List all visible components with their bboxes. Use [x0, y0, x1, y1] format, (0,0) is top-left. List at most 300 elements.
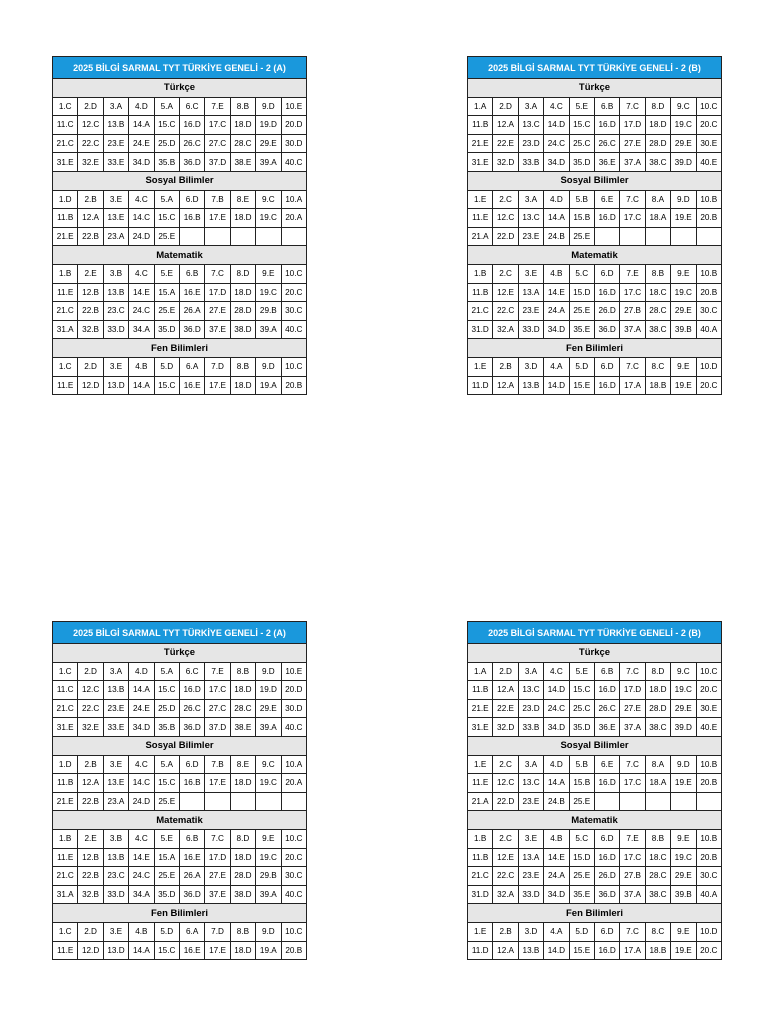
- answer-row: [468, 867, 722, 886]
- answer-row: [468, 264, 722, 283]
- answer-cell: 34.A: [129, 885, 154, 904]
- answer-cell: 10.E: [281, 662, 306, 681]
- answer-cell: 7.C: [620, 662, 645, 681]
- answer-cell: 12.A: [78, 209, 103, 228]
- answer-cell: 12.C: [493, 774, 518, 793]
- answer-cell: 6.B: [594, 662, 619, 681]
- answer-cell: 23.E: [518, 302, 543, 321]
- answer-cell: 13.E: [103, 774, 128, 793]
- answer-cell: 18.D: [230, 848, 255, 867]
- answer-cell: 6.C: [179, 662, 204, 681]
- answer-cell: 2.E: [78, 829, 103, 848]
- answer-cell: 21.C: [53, 302, 78, 321]
- answer-cell: 40.C: [281, 718, 306, 737]
- answer-cell: 7.C: [205, 264, 230, 283]
- answer-cell: 24.A: [544, 302, 569, 321]
- answer-cell: 7.D: [205, 357, 230, 376]
- answer-cell: 18.B: [645, 941, 670, 960]
- answer-cell: 5.A: [154, 97, 179, 116]
- answer-cell: 10.E: [281, 97, 306, 116]
- answer-cell: [205, 792, 230, 811]
- answer-cell: 20.B: [696, 209, 721, 228]
- answer-cell: 12.A: [493, 376, 518, 395]
- answer-row: [53, 848, 307, 867]
- answer-cell: 24.C: [129, 302, 154, 321]
- answer-cell: 27.C: [205, 134, 230, 153]
- answer-cell: 13.C: [518, 116, 543, 135]
- answer-cell: 6.E: [594, 755, 619, 774]
- answer-cell: 24.C: [129, 867, 154, 886]
- section-header: Türkçe: [468, 79, 722, 98]
- answer-cell: 34.D: [544, 153, 569, 172]
- answer-cell: [671, 227, 696, 246]
- answer-key-table: [52, 56, 307, 395]
- answer-cell: 15.C: [154, 681, 179, 700]
- answer-cell: 37.E: [205, 320, 230, 339]
- answer-cell: 31.D: [468, 885, 493, 904]
- answer-cell: 4.B: [129, 357, 154, 376]
- answer-cell: 34.D: [544, 885, 569, 904]
- answer-cell: 30.C: [281, 302, 306, 321]
- answer-cell: 15.B: [569, 209, 594, 228]
- answer-cell: 22.B: [78, 792, 103, 811]
- answer-cell: 1.A: [468, 97, 493, 116]
- answer-cell: 11.E: [53, 848, 78, 867]
- answer-cell: 1.B: [468, 264, 493, 283]
- answer-cell: 14.E: [129, 848, 154, 867]
- answer-cell: 21.C: [468, 867, 493, 886]
- answer-cell: 39.B: [671, 320, 696, 339]
- answer-cell: 12.B: [78, 283, 103, 302]
- answer-cell: 14.A: [544, 774, 569, 793]
- answer-cell: 13.C: [518, 209, 543, 228]
- answer-cell: 26.A: [179, 302, 204, 321]
- answer-cell: 36.D: [179, 885, 204, 904]
- section-header: Sosyal Bilimler: [53, 171, 307, 190]
- answer-row: [468, 792, 722, 811]
- answer-cell: 35.D: [569, 153, 594, 172]
- answer-cell: 21.C: [468, 302, 493, 321]
- answer-cell: 22.E: [493, 134, 518, 153]
- answer-cell: 34.D: [129, 153, 154, 172]
- answer-cell: 38.C: [645, 885, 670, 904]
- answer-cell: 18.D: [230, 116, 255, 135]
- answer-row: [53, 941, 307, 960]
- answer-cell: 17.C: [620, 774, 645, 793]
- answer-cell: 14.A: [544, 209, 569, 228]
- answer-cell: 22.B: [78, 227, 103, 246]
- answer-cell: 20.C: [281, 283, 306, 302]
- answer-cell: 35.E: [569, 320, 594, 339]
- answer-cell: 35.B: [154, 718, 179, 737]
- answer-cell: 23.E: [518, 867, 543, 886]
- answer-cell: 2.C: [493, 755, 518, 774]
- answer-cell: 40.C: [281, 885, 306, 904]
- answer-row: [468, 134, 722, 153]
- answer-key-table: [52, 621, 307, 960]
- answer-row: [468, 681, 722, 700]
- answer-cell: 2.D: [493, 97, 518, 116]
- answer-cell: 5.B: [569, 190, 594, 209]
- answer-cell: 15.B: [569, 774, 594, 793]
- section-header: Türkçe: [53, 644, 307, 663]
- answer-cell: 19.C: [256, 283, 281, 302]
- answer-cell: 8.C: [645, 357, 670, 376]
- section-header: Sosyal Bilimler: [468, 171, 722, 190]
- answer-cell: 20.C: [696, 941, 721, 960]
- answer-cell: 33.D: [518, 320, 543, 339]
- answer-cell: 1.E: [468, 357, 493, 376]
- answer-cell: [645, 792, 670, 811]
- answer-key-b-bottom: [467, 621, 722, 960]
- answer-cell: 39.D: [671, 153, 696, 172]
- answer-cell: 18.D: [230, 941, 255, 960]
- answer-cell: 15.E: [569, 376, 594, 395]
- answer-cell: 10.B: [696, 829, 721, 848]
- answer-cell: 11.B: [53, 209, 78, 228]
- answer-cell: 10.C: [281, 264, 306, 283]
- answer-row: [53, 867, 307, 886]
- answer-cell: 14.E: [129, 283, 154, 302]
- answer-cell: 29.B: [256, 867, 281, 886]
- answer-cell: 6.B: [594, 97, 619, 116]
- answer-cell: 10.B: [696, 190, 721, 209]
- answer-cell: 31.D: [468, 320, 493, 339]
- answer-cell: 36.D: [179, 718, 204, 737]
- answer-cell: 6.D: [594, 922, 619, 941]
- answer-cell: 8.A: [645, 755, 670, 774]
- answer-cell: 2.C: [493, 190, 518, 209]
- answer-cell: 4.C: [129, 264, 154, 283]
- answer-cell: 17.D: [205, 848, 230, 867]
- answer-cell: 4.D: [544, 190, 569, 209]
- answer-cell: 8.B: [645, 264, 670, 283]
- answer-cell: 14.D: [544, 116, 569, 135]
- answer-cell: [594, 792, 619, 811]
- answer-row: [53, 718, 307, 737]
- answer-cell: 7.C: [205, 829, 230, 848]
- answer-cell: 11.E: [468, 209, 493, 228]
- answer-cell: 40.A: [696, 320, 721, 339]
- answer-cell: 6.E: [594, 190, 619, 209]
- answer-cell: 11.B: [468, 116, 493, 135]
- answer-cell: 28.D: [230, 867, 255, 886]
- answer-cell: 36.D: [179, 320, 204, 339]
- answer-cell: 3.B: [103, 829, 128, 848]
- answer-row: [468, 153, 722, 172]
- answer-cell: 36.D: [594, 320, 619, 339]
- answer-cell: 11.E: [53, 376, 78, 395]
- answer-cell: 17.C: [205, 116, 230, 135]
- answer-cell: 7.C: [620, 755, 645, 774]
- answer-cell: 13.A: [518, 283, 543, 302]
- answer-cell: 30.C: [281, 867, 306, 886]
- answer-cell: 11.B: [468, 681, 493, 700]
- answer-cell: 16.D: [594, 209, 619, 228]
- answer-cell: 33.D: [518, 885, 543, 904]
- answer-row: [468, 885, 722, 904]
- answer-cell: 37.A: [620, 320, 645, 339]
- answer-row: [53, 792, 307, 811]
- answer-cell: 25.E: [569, 867, 594, 886]
- answer-cell: 29.E: [671, 134, 696, 153]
- answer-cell: 1.C: [53, 662, 78, 681]
- answer-cell: 36.E: [594, 153, 619, 172]
- answer-cell: 13.B: [103, 848, 128, 867]
- answer-cell: 31.E: [53, 718, 78, 737]
- key-title: 2025 BİLGİ SARMAL TYT TÜRKİYE GENELİ - 2 (B): [468, 622, 722, 644]
- answer-cell: 38.D: [230, 885, 255, 904]
- answer-cell: 21.C: [53, 867, 78, 886]
- answer-cell: 36.D: [179, 153, 204, 172]
- section-header: Sosyal Bilimler: [53, 736, 307, 755]
- answer-cell: 25.D: [154, 134, 179, 153]
- answer-cell: 28.D: [230, 302, 255, 321]
- answer-cell: 18.D: [230, 681, 255, 700]
- answer-cell: 39.A: [256, 153, 281, 172]
- answer-cell: 5.D: [154, 922, 179, 941]
- answer-cell: 28.D: [645, 699, 670, 718]
- answer-cell: 7.E: [620, 829, 645, 848]
- answer-cell: 18.D: [645, 681, 670, 700]
- answer-cell: [256, 792, 281, 811]
- answer-cell: 15.D: [569, 283, 594, 302]
- answer-row: [468, 922, 722, 941]
- answer-cell: 8.D: [645, 662, 670, 681]
- answer-cell: 25.E: [154, 227, 179, 246]
- answer-cell: 22.B: [78, 302, 103, 321]
- answer-cell: 22.C: [493, 867, 518, 886]
- answer-cell: 20.B: [696, 283, 721, 302]
- answer-cell: 4.C: [544, 97, 569, 116]
- answer-cell: 27.E: [620, 699, 645, 718]
- answer-cell: 7.E: [205, 97, 230, 116]
- answer-cell: 38.E: [230, 153, 255, 172]
- answer-cell: 38.C: [645, 320, 670, 339]
- answer-cell: 25.E: [569, 792, 594, 811]
- answer-cell: 17.A: [620, 941, 645, 960]
- answer-row: [53, 681, 307, 700]
- answer-cell: 12.A: [78, 774, 103, 793]
- answer-cell: 5.E: [569, 662, 594, 681]
- answer-cell: 29.B: [256, 302, 281, 321]
- answer-cell: 2.B: [78, 755, 103, 774]
- answer-row: [53, 320, 307, 339]
- answer-cell: 3.D: [518, 922, 543, 941]
- answer-cell: 9.C: [671, 662, 696, 681]
- answer-cell: 7.E: [620, 264, 645, 283]
- answer-cell: [620, 227, 645, 246]
- answer-cell: 16.D: [594, 116, 619, 135]
- answer-cell: 13.E: [103, 209, 128, 228]
- answer-cell: 16.E: [179, 376, 204, 395]
- answer-cell: 25.E: [569, 302, 594, 321]
- answer-cell: 25.C: [569, 134, 594, 153]
- answer-cell: 19.C: [671, 116, 696, 135]
- answer-cell: 4.A: [544, 357, 569, 376]
- answer-cell: 11.C: [53, 116, 78, 135]
- answer-cell: 14.E: [544, 283, 569, 302]
- answer-cell: 20.D: [281, 116, 306, 135]
- answer-cell: 14.A: [129, 681, 154, 700]
- answer-cell: 21.C: [53, 134, 78, 153]
- answer-cell: 23.E: [518, 792, 543, 811]
- answer-key-table: [467, 621, 722, 960]
- answer-cell: 18.D: [230, 283, 255, 302]
- answer-cell: 34.D: [544, 320, 569, 339]
- answer-cell: 13.B: [518, 376, 543, 395]
- answer-cell: 12.C: [493, 209, 518, 228]
- answer-cell: 12.D: [78, 941, 103, 960]
- answer-cell: 19.A: [256, 941, 281, 960]
- answer-cell: 14.C: [129, 774, 154, 793]
- answer-cell: 34.D: [129, 718, 154, 737]
- answer-cell: 14.C: [129, 209, 154, 228]
- answer-cell: 19.E: [671, 774, 696, 793]
- answer-cell: 32.A: [493, 320, 518, 339]
- answer-cell: 1.B: [53, 264, 78, 283]
- answer-cell: 19.C: [256, 209, 281, 228]
- answer-cell: 40.E: [696, 153, 721, 172]
- answer-cell: 33.D: [103, 885, 128, 904]
- answer-cell: 26.D: [594, 302, 619, 321]
- answer-cell: 20.B: [281, 376, 306, 395]
- answer-row: [53, 134, 307, 153]
- answer-cell: 17.A: [620, 376, 645, 395]
- answer-cell: [594, 227, 619, 246]
- answer-row: [53, 283, 307, 302]
- answer-cell: 10.B: [696, 755, 721, 774]
- answer-cell: 8.C: [645, 922, 670, 941]
- answer-cell: 24.A: [544, 867, 569, 886]
- answer-cell: 8.A: [645, 190, 670, 209]
- answer-cell: 14.E: [544, 848, 569, 867]
- answer-cell: 24.C: [544, 134, 569, 153]
- answer-cell: 13.B: [518, 941, 543, 960]
- answer-cell: 30.D: [281, 134, 306, 153]
- answer-cell: 15.C: [154, 376, 179, 395]
- answer-cell: 4.D: [129, 97, 154, 116]
- answer-cell: 31.A: [53, 320, 78, 339]
- answer-cell: 19.E: [671, 209, 696, 228]
- answer-cell: 20.C: [696, 681, 721, 700]
- answer-cell: 19.C: [256, 774, 281, 793]
- answer-cell: 1.E: [468, 755, 493, 774]
- answer-row: [468, 190, 722, 209]
- answer-cell: 36.E: [594, 718, 619, 737]
- answer-cell: 25.E: [154, 302, 179, 321]
- answer-cell: 12.E: [493, 283, 518, 302]
- section-header: Sosyal Bilimler: [468, 736, 722, 755]
- answer-cell: 24.E: [129, 699, 154, 718]
- answer-cell: 16.D: [594, 283, 619, 302]
- answer-cell: 7.B: [205, 190, 230, 209]
- answer-cell: 7.B: [205, 755, 230, 774]
- answer-cell: 28.D: [645, 134, 670, 153]
- answer-row: [468, 302, 722, 321]
- answer-cell: 20.C: [696, 376, 721, 395]
- answer-cell: 9.E: [671, 829, 696, 848]
- answer-cell: 23.A: [103, 792, 128, 811]
- answer-row: [468, 941, 722, 960]
- answer-cell: 8.B: [645, 829, 670, 848]
- answer-cell: 9.C: [256, 755, 281, 774]
- answer-cell: 33.B: [518, 153, 543, 172]
- answer-key-table: [467, 56, 722, 395]
- answer-cell: [671, 792, 696, 811]
- answer-cell: 24.D: [129, 227, 154, 246]
- answer-row: [53, 774, 307, 793]
- answer-cell: 8.B: [230, 662, 255, 681]
- section-header: Matematik: [468, 246, 722, 265]
- section-header: Fen Bilimleri: [53, 904, 307, 923]
- answer-cell: 2.D: [78, 922, 103, 941]
- answer-cell: 16.D: [594, 376, 619, 395]
- answer-cell: 6.B: [179, 264, 204, 283]
- answer-row: [468, 227, 722, 246]
- answer-cell: 3.E: [518, 829, 543, 848]
- answer-cell: 32.E: [78, 153, 103, 172]
- answer-cell: 32.B: [78, 320, 103, 339]
- answer-cell: 38.E: [230, 718, 255, 737]
- answer-cell: 16.E: [179, 941, 204, 960]
- answer-cell: 5.D: [569, 357, 594, 376]
- answer-row: [53, 357, 307, 376]
- answer-cell: 4.A: [544, 922, 569, 941]
- answer-cell: 27.B: [620, 867, 645, 886]
- answer-cell: 27.C: [205, 699, 230, 718]
- answer-cell: 9.D: [256, 357, 281, 376]
- answer-cell: 18.C: [645, 283, 670, 302]
- answer-cell: 5.E: [569, 97, 594, 116]
- answer-cell: 4.C: [129, 755, 154, 774]
- answer-row: [468, 320, 722, 339]
- answer-cell: 17.C: [620, 848, 645, 867]
- answer-cell: 3.E: [103, 755, 128, 774]
- answer-cell: 26.C: [179, 134, 204, 153]
- answer-cell: 2.B: [78, 190, 103, 209]
- answer-cell: 5.D: [569, 922, 594, 941]
- answer-cell: 33.D: [103, 320, 128, 339]
- answer-cell: 17.E: [205, 941, 230, 960]
- answer-cell: 3.E: [103, 922, 128, 941]
- answer-cell: 12.E: [493, 848, 518, 867]
- answer-cell: 18.D: [645, 116, 670, 135]
- answer-cell: 11.D: [468, 941, 493, 960]
- answer-cell: 12.A: [493, 116, 518, 135]
- answer-cell: 3.E: [103, 357, 128, 376]
- answer-cell: 9.E: [671, 264, 696, 283]
- answer-cell: 11.C: [53, 681, 78, 700]
- answer-cell: 10.B: [696, 264, 721, 283]
- answer-cell: 18.C: [645, 848, 670, 867]
- answer-cell: 6.D: [179, 190, 204, 209]
- answer-cell: 25.E: [569, 227, 594, 246]
- answer-cell: 5.C: [569, 829, 594, 848]
- answer-cell: 6.C: [179, 97, 204, 116]
- answer-cell: 32.D: [493, 153, 518, 172]
- answer-cell: 26.D: [594, 867, 619, 886]
- answer-cell: 13.C: [518, 774, 543, 793]
- answer-cell: 37.E: [205, 885, 230, 904]
- answer-cell: 2.B: [493, 357, 518, 376]
- answer-cell: 15.C: [569, 116, 594, 135]
- answer-cell: 31.E: [468, 718, 493, 737]
- answer-cell: 15.C: [154, 209, 179, 228]
- answer-row: [53, 227, 307, 246]
- answer-cell: 14.D: [544, 681, 569, 700]
- answer-cell: 26.C: [179, 699, 204, 718]
